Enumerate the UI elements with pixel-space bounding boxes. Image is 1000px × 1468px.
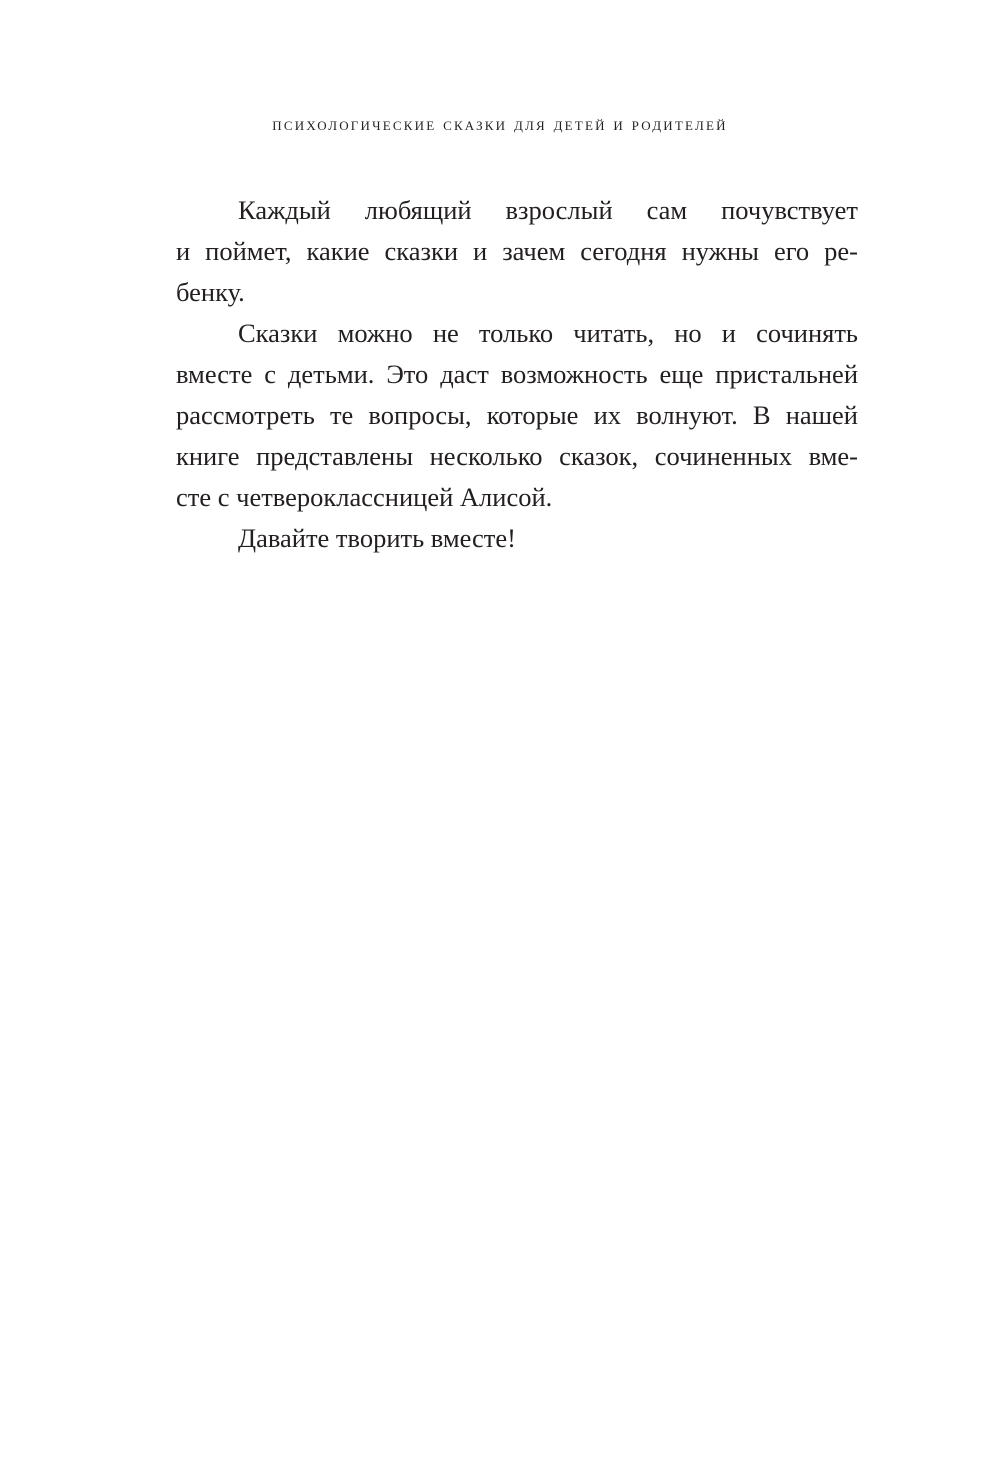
paragraph-2-line-4: книге представлены несколько сказок, сочиненных вме- <box>176 441 858 471</box>
paragraph-1-line-1: Каждый любящий взрослый сам почувствует <box>238 195 858 225</box>
paragraph-2-line-1: Сказки можно не только читать, но и сочинять <box>238 318 858 348</box>
paragraph-2-line-3: рассмотреть те вопросы, которые их волнуют. В нашей <box>176 400 858 430</box>
paragraph-2-line-5: сте с четвероклассницей Алисой. <box>176 482 553 512</box>
paragraph-2-line-2: вместе с детьми. Это даст возможность еще пристальней <box>176 359 858 389</box>
running-head: психологические сказки для детей и родителей <box>272 114 728 134</box>
paragraph-1-line-3: бенку. <box>176 277 245 307</box>
paragraph-1-line-2: и поймет, какие сказки и зачем сегодня нужны его ре- <box>176 236 858 266</box>
paragraph-3-line-1: Давайте творить вместе! <box>238 523 516 553</box>
body-text <box>176 190 858 559</box>
